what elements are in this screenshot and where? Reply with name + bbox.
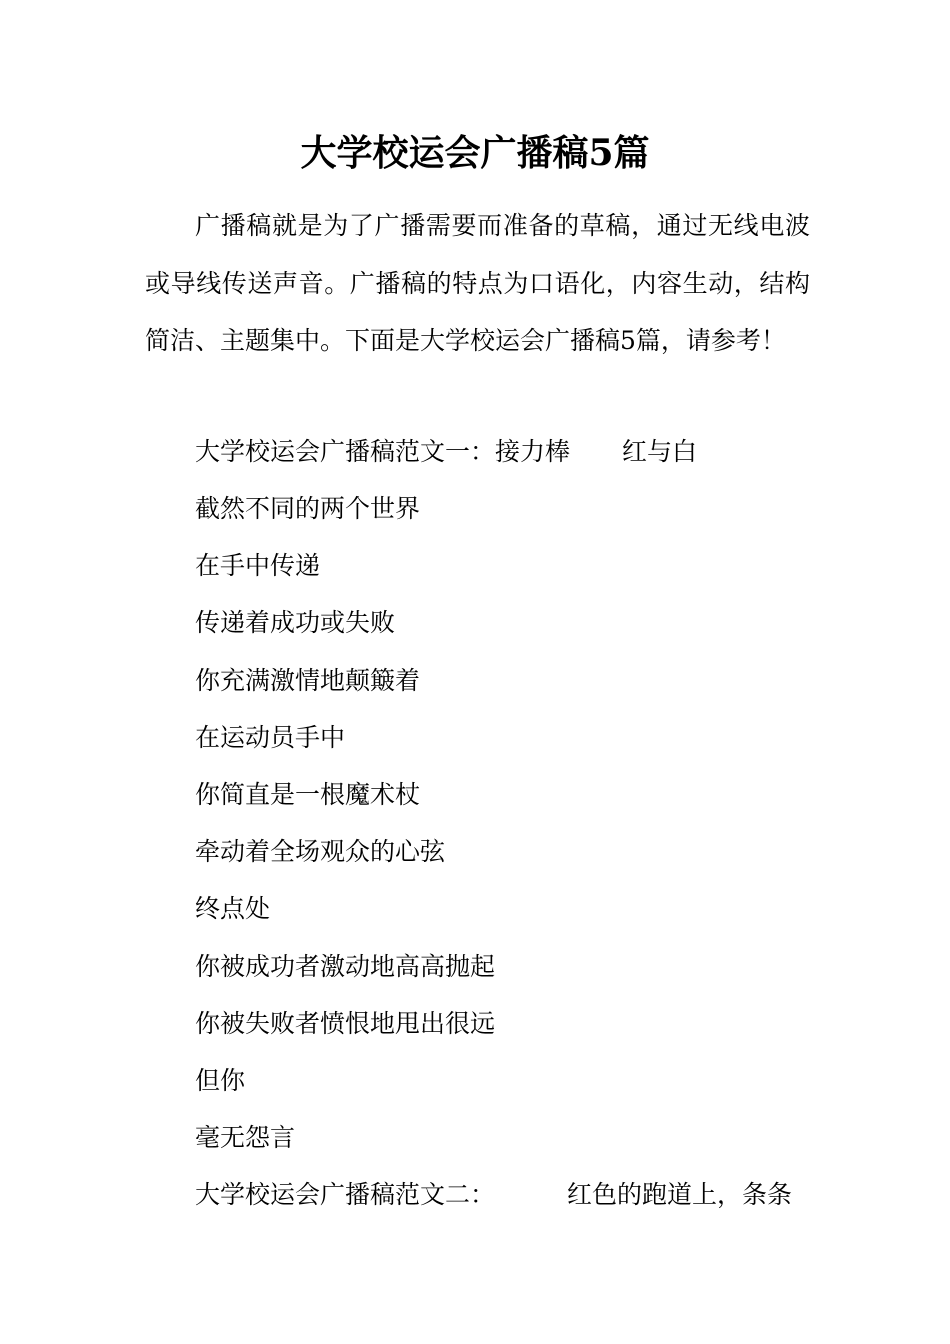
document-title: 大学校运会广播稿5篇 (300, 132, 650, 174)
sample2-heading-tail: 红色的跑道上，条条 (567, 1180, 793, 1209)
poem-line: 终点处 (195, 894, 271, 923)
poem-line: 传递着成功或失败 (195, 608, 396, 637)
poem-line: 你被失败者愤恨地甩出很远 (195, 1009, 496, 1038)
poem-line: 在手中传递 (195, 551, 321, 580)
sample1-heading: 大学校运会广播稿范文一：接力棒 (195, 437, 571, 466)
sample1-heading-line (195, 434, 697, 470)
poem-line: 你充满激情地颠簸着 (195, 666, 421, 695)
poem-line: 你被成功者激动地高高抛起 (195, 952, 496, 981)
sample2-heading: 大学校运会广播稿范文二： (195, 1180, 496, 1209)
poem-line: 你简直是一根魔术杖 (195, 780, 421, 809)
poem-line: 截然不同的两个世界 (195, 494, 421, 523)
poem-line: 牵动着全场观众的心弦 (195, 837, 446, 866)
poem-line: 在运动员手中 (195, 723, 346, 752)
sample2-heading-line (195, 1177, 792, 1213)
sample1-heading-tail: 红与白 (622, 437, 698, 466)
poem-line: 毫无怨言 (195, 1123, 296, 1152)
poem-line: 但你 (195, 1066, 246, 1095)
intro-paragraph: 广播稿就是为了广播需要而准备的草稿，通过无线电波或导线传送声音。广播稿的特点为口语化，内容生动，结构简洁、主题集中。下面是大学校运会广播稿5篇，请参考！ (145, 211, 810, 355)
